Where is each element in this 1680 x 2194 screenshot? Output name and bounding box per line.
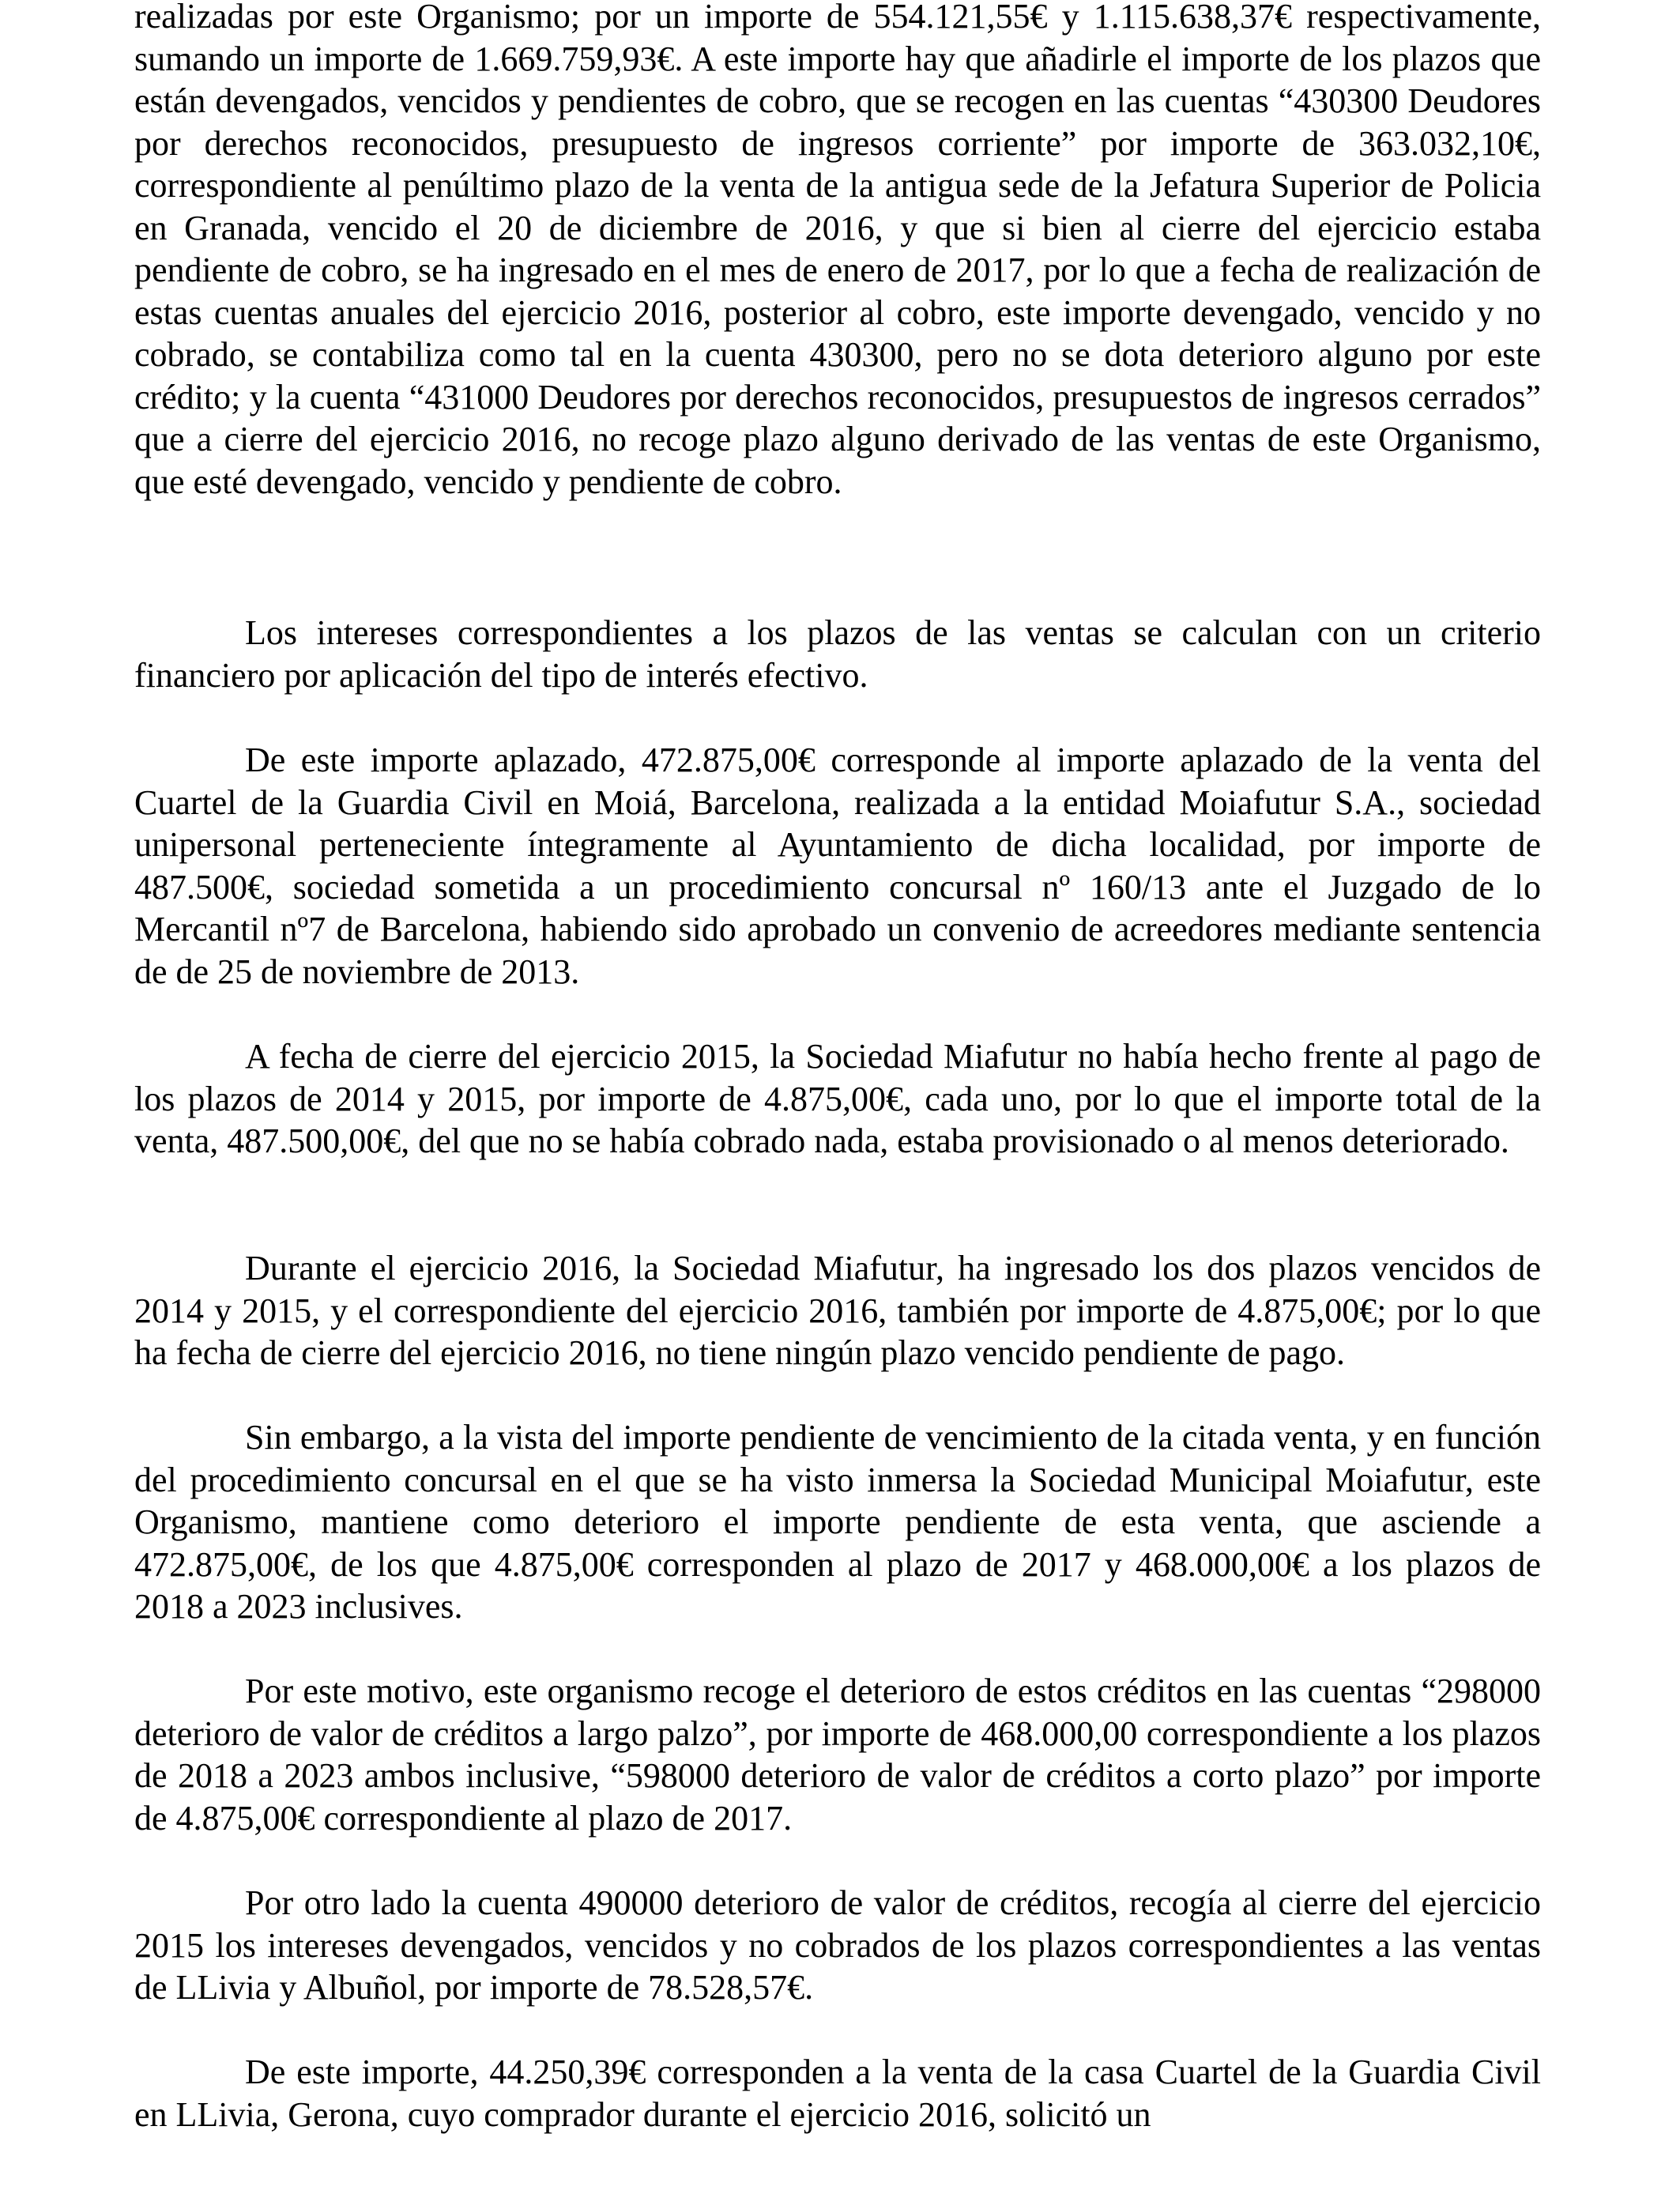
paragraph-7: Por este motivo, este organismo recoge el deterioro de estos créditos en las cuentas “298000 deterioro de valor de créditos a largo palzo”, por importe de 468.000,00 correspondiente a los plazos de 2018 a 2023 ambos inclusive, “598000 deterioro de valor de créditos a corto plazo” por importe de 4.875,00€ correspondiente al plazo de 2017.: [134, 1672, 1541, 1838]
paragraph-9: De este importe, 44.250,39€ corresponden a la venta de la casa Cuartel de la Guardia Civil en LLivia, Gerona, cuyo comprador durante el ejercicio 2016, solicitó un: [134, 2053, 1541, 2134]
paragraph-4: A fecha de cierre del ejercicio 2015, la Sociedad Miafutur no había hecho frente al pago de los plazos de 2014 y 2015, por importe de 4.875,00€, cada uno, por lo que el importe total de la venta, 487.500,00€, del que no se había cobrado nada, estaba provisionado o al menos deteriorado.: [134, 1037, 1541, 1160]
paragraph-2: Los intereses correspondientes a los plazos de las ventas se calculan con un criterio financiero por aplicación del tipo de interés efectivo.: [134, 613, 1541, 695]
paragraph-5: Durante el ejercicio 2016, la Sociedad Miafutur, ha ingresado los dos plazos vencidos de 2014 y 2015, y el correspondiente del ejercicio 2016, también por importe de 4.875,00€; por lo que ha fecha de cierre del ejercicio 2016, no tiene ningún plazo vencido pendiente de pago.: [134, 1249, 1541, 1372]
paragraph-6: Sin embargo, a la vista del importe pendiente de vencimiento de la citada venta, y en función del procedimiento concursal en el que se ha visto inmersa la Sociedad Municipal Moiafutur, este Organismo, mantiene como deterioro el importe pendiente de esta venta, que asciende a 472.875,00€, de los que 4.875,00€ corresponden al plazo de 2017 y 468.000,00€ a los plazos de 2018 a 2023 inclusives.: [134, 1418, 1541, 1626]
paragraph-1: realizadas por este Organismo; por un importe de 554.121,55€ y 1.115.638,37€ respectivamente, sumando un importe de 1.669.759,93€. A este importe hay que añadirle el importe de los plazos que están devengados, vencidos y pendientes de cobro, que se recogen en las cuentas “430300 Deudores por derechos reconocidos, presupuesto de ingresos corriente” por importe de 363.032,10€, correspondiente al penúltimo plazo de la venta de la antigua sede de la Jefatura Superior de Policia en Granada, vencido el 20 de diciembre de 2016, y que si bien al cierre del ejercicio estaba pendiente de cobro, se ha ingresado en el mes de enero de 2017, por lo que a fecha de realización de estas cuentas anuales del ejercicio 2016, posterior al cobro, este importe devengado, vencido y no cobrado, se contabiliza como tal en la cuenta 430300, pero no se dota deterioro alguno por este crédito; y la cuenta “431000 Deudores por derechos reconocidos, presupuestos de ingresos cerrados” que a cierre del ejercicio 2016, no recoge plazo alguno derivado de las ventas de este Organismo, que esté devengado, vencido y pendiente de cobro.: [134, 0, 1541, 501]
paragraph-8: Por otro lado la cuenta 490000 deterioro de valor de créditos, recogía al cierre del ejercicio 2015 los intereses devengados, vencidos y no cobrados de los plazos correspondientes a las ventas de LLivia y Albuñol, por importe de 78.528,57€.: [134, 1883, 1541, 2007]
paragraph-3: De este importe aplazado, 472.875,00€ corresponde al importe aplazado de la venta del Cuartel de la Guardia Civil en Moiá, Barcelona, realizada a la entidad Moiafutur S.A., sociedad unipersonal perteneciente íntegramente al Ayuntamiento de dicha localidad, por importe de 487.500€, sociedad sometida a un procedimiento concursal nº 160/13 ante el Juzgado de lo Mercantil nº7 de Barcelona, habiendo sido aprobado un convenio de acreedores mediante sentencia de de 25 de noviembre de 2013.: [134, 741, 1541, 991]
